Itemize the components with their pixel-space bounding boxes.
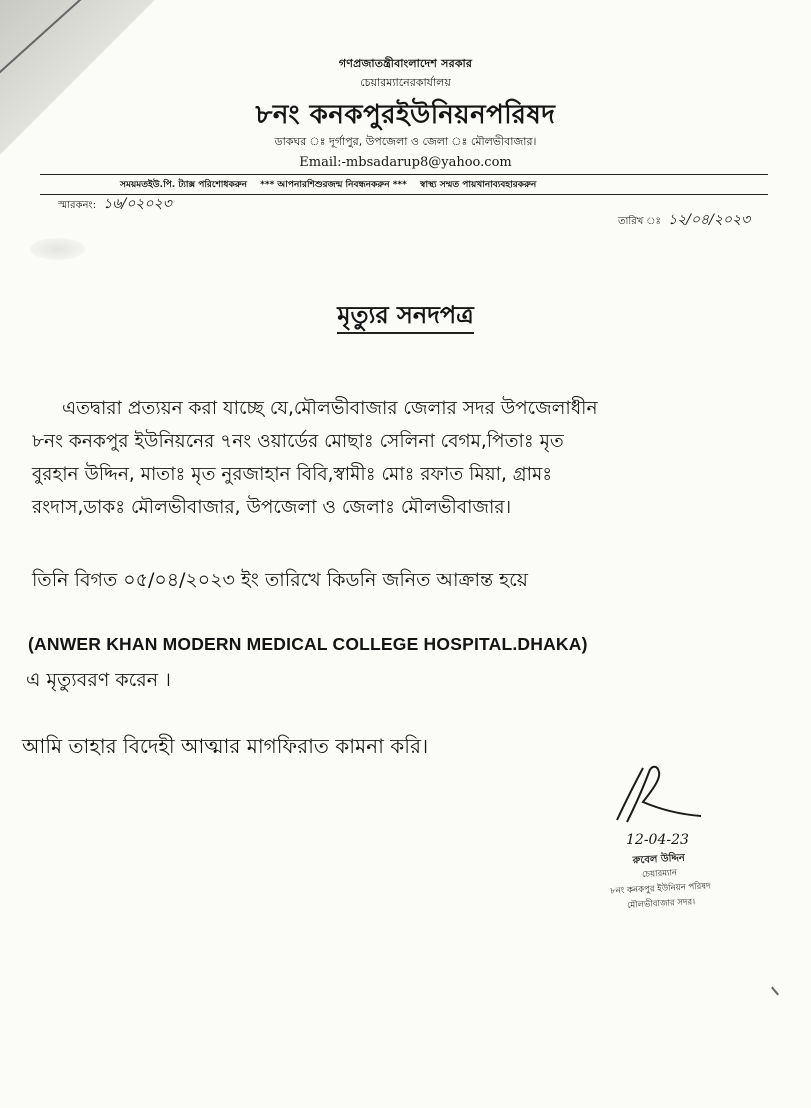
prayer-line: আমি তাহার বিদেহী আত্মার মাগফিরাত কামনা করি। [22, 734, 429, 758]
stray-mark [771, 987, 779, 996]
body-line: রংদাস,ডাকঃ মৌলভীবাজার, উপজেলা ও জেলাঃ মৌলভীবাজার। [32, 497, 512, 518]
date-value: ১২/০৪/২০২৩ [667, 212, 751, 228]
memo-value: ১৬/০২০২৩ [103, 196, 172, 212]
body-line: বুরহান উদ্দিন, মাতাঃ মৃত নুরজাহান বিবি,স্বামীঃ মোঃ রফাত মিয়া, গ্রামঃ [32, 464, 553, 485]
slogan-bar [120, 177, 720, 192]
slogan-tax: সময়মতইউ.পি. ট্যাক্স পরিশোধকরুন [120, 180, 248, 190]
death-cause-line: তিনি বিগত ০৫/০৪/২০২৩ ইং তারিখে কিডনি জনিত আক্রান্ত হয়ে [32, 569, 528, 591]
certificate-title [0, 297, 811, 337]
union-address: ডাকঘর ঃ দূর্গাপুর, উপজেলা ও জেলা ঃ মৌলভীবাজার। [274, 135, 537, 148]
memo-label: স্মারকনং: [58, 200, 97, 211]
government-name: গণপ্রজাতন্ত্রীবাংলাদেশ সরকার [338, 57, 473, 70]
chairman-name: রুবেল উদ্দিন [632, 852, 686, 867]
signature-date: 12-04-23 [626, 832, 689, 848]
signature-mark [605, 758, 715, 828]
official-seal [589, 848, 732, 915]
stamp-location: মৌলভীবাজার সদর। [626, 897, 696, 911]
stamp-union: ৮নং কনকপুর ইউনিয়ন পরিষদ [609, 881, 711, 897]
death-statement: এ মৃত্যুবরণ করেন । [26, 669, 171, 691]
slogan-sanitation: স্বাস্থ্য সম্মত পায়খানাব্যবহারকরুন [419, 180, 537, 190]
slogan-birth-registration: *** আপনারশিশুরজন্ম নিবন্ধনকরুন *** [260, 180, 407, 190]
union-name: ৮নং কনকপুরইউনিয়নপরিষদ [255, 100, 556, 130]
ink-smudge [30, 238, 85, 260]
union-email: Email:-mbsadarup8@yahoo.com [299, 155, 512, 170]
certificate-title-text: মৃত্যুর সনদপত্র [337, 301, 474, 334]
body-line: ৮নং কনকপুর ইউনিয়নের ৭নং ওয়ার্ডের মোছাঃ সেলিনা বেগম,পিতাঃ মৃত [32, 431, 564, 452]
issue-date [618, 208, 750, 232]
office-name: চেয়ারম্যানেরকার্যালয় [360, 76, 451, 89]
date-label: তারিখ ঃ [618, 216, 661, 227]
certificate-body [32, 392, 782, 524]
header-rule-top [40, 174, 768, 175]
memo-number [58, 192, 172, 216]
chairman-designation: চেয়ারম্যান [641, 868, 678, 880]
body-line: এতদ্বারা প্রত্যয়ন করা যাচ্ছে যে,মৌলভীবাজার জেলার সদর উপজেলাধীন [62, 398, 598, 419]
hospital-name: (ANWER KHAN MODERN MEDICAL COLLEGE HOSPITAL.DHAKA) [28, 634, 588, 654]
